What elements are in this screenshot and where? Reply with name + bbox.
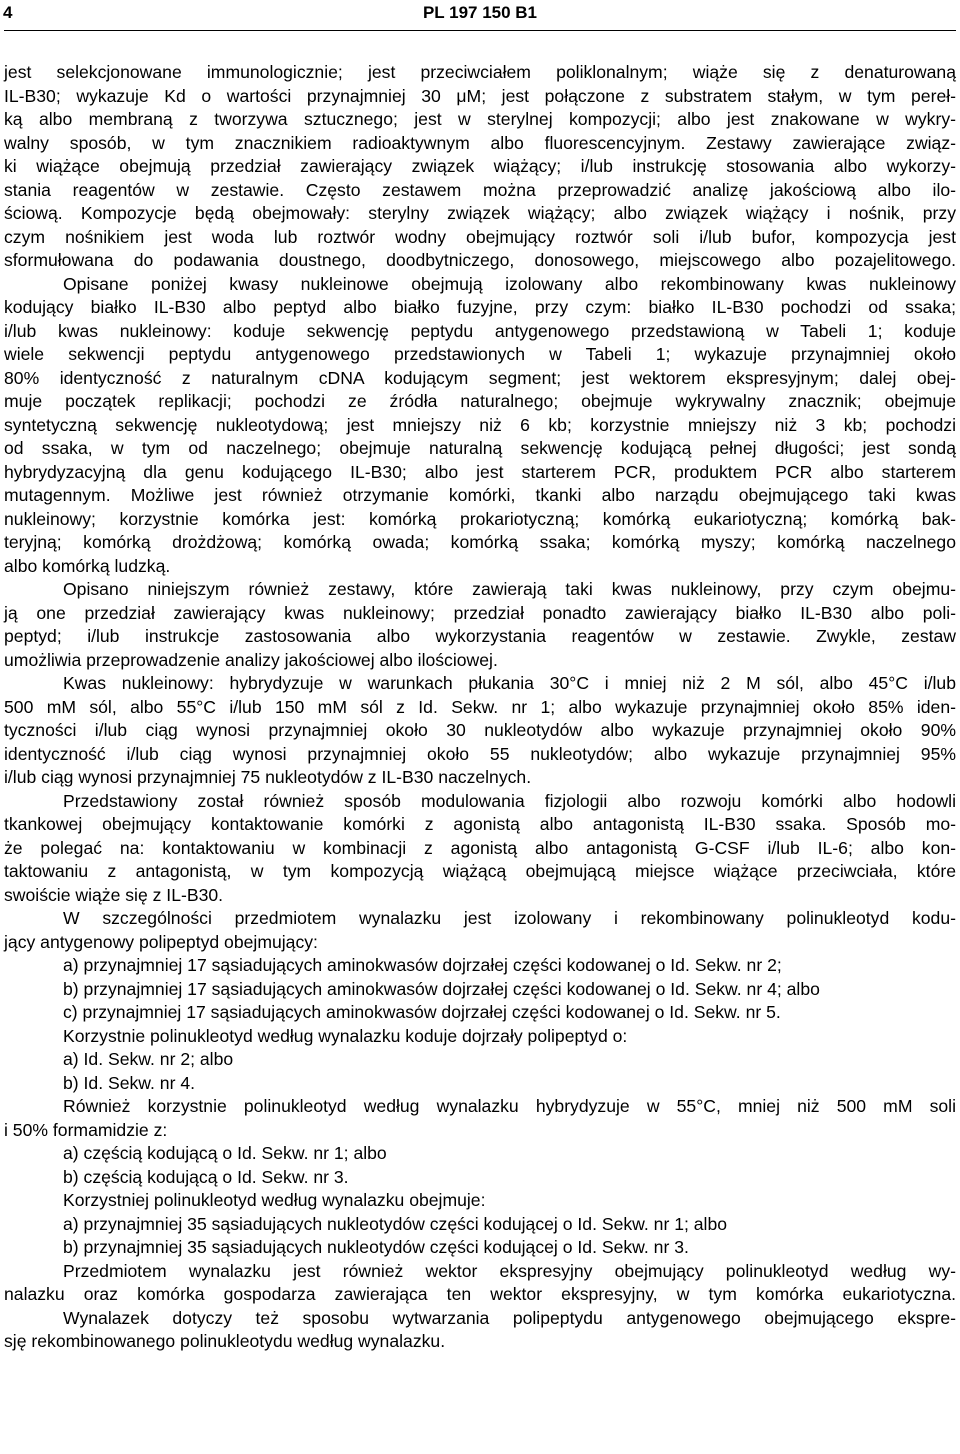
- text-line: a) częścią kodującą o Id. Sekw. nr 1; albo: [63, 1143, 387, 1163]
- text-line: IL-B30; wykazuje Kd o wartości przynajmniej 30 μM; jest połączone z substratem stałym, w tym pereł-: [4, 85, 956, 106]
- text-line: ką albo membraną z tworzywa sztucznego; jest w sterylnej kompozycji; albo jest znakowane w wykry-: [4, 109, 956, 129]
- text-line: wiele sekwencji peptydu antygenowego przedstawionych w Tabeli 1; wykazuje przynajmniej około: [4, 344, 956, 364]
- text-line: umożliwia przeprowadzenie analizy jakościowej albo ilościowej.: [4, 649, 498, 670]
- text-line: Opisano niniejszym również zestawy, które zawierają taki kwas nukleinowy, przy czym obejmu-: [63, 579, 956, 599]
- text-line: ki wiążące obejmują przedział zawierający związek wiążący; i/lub instrukcję stosowania albo wykorzy-: [4, 156, 956, 176]
- text-line: a) przynajmniej 35 sąsiadujących nukleotydów części kodującej o Id. Sekw. nr 1; albo: [63, 1213, 728, 1234]
- text-line: c) przynajmniej 17 sąsiadujących aminokwasów dojrzałej części kodowanej o Id. Sekw. nr 5.: [63, 1002, 781, 1022]
- text-line: jący antygenowy polipeptyd obejmujący:: [4, 931, 318, 952]
- text-line: walny sposób, w tym znacznikiem radioaktywnym albo fluorescencyjnym. Zestawy zawierające związ-: [4, 132, 956, 153]
- text-line: syntetyczną sekwencję nukleotydową; jest mniejszy niż 6 kb; korzystnie mniejszy niż 3 kb; pochodzi: [4, 414, 956, 435]
- text-line: mutagennym. Możliwe jest również otrzymanie komórki, tkanki albo narządu obejmującego taki kwas: [4, 485, 956, 505]
- text-line: Opisane poniżej kwasy nukleinowe obejmują izolowany albo rekombinowany kwas nukleinowy: [63, 273, 956, 294]
- text-line: ściową. Kompozycje będą obejmowały: sterylny związek wiążący; albo związek wiążący i nośnik, przy: [4, 203, 956, 223]
- body-text: [4, 61, 956, 1354]
- text-line: 80% identyczność z naturalnym cDNA kodującym segment; jest wektorem ekspresyjnym; dalej obej-: [4, 367, 956, 388]
- text-line: od ssaka, w tym od naczelnego; obejmuje naturalną sekwencję kodującą pełnej długości; jest sondą: [4, 438, 956, 458]
- text-line: tkankowej obejmujący kontaktowanie komórki z agonistą albo antagonistą IL-B30 ssaka. Sposób mo-: [4, 814, 956, 834]
- text-line: kodujący białko IL-B30 albo peptyd albo białko fuzyjne, przy czym: białko IL-B30 pochodzi od ssaka;: [4, 297, 956, 317]
- text-line: a) Id. Sekw. nr 2; albo: [63, 1049, 234, 1069]
- text-line: W szczególności przedmiotem wynalazku jest izolowany i rekombinowany polinukleotyd kodu-: [63, 908, 956, 928]
- text-line: sję rekombinowanego polinukleotydu według wynalazku.: [4, 1331, 446, 1351]
- text-line: tyczności i/lub ciąg wynosi przynajmniej około 30 nukleotydów albo wykazuje przynajmniej około 90%: [4, 720, 956, 740]
- page-number: 4: [3, 3, 13, 22]
- text-line: jest selekcjonowane immunologicznie; jest przeciwciałem poliklonalnym; wiąże się z denaturowaną: [4, 62, 956, 82]
- text-line: muje początek replikacji; pochodzi ze źródła naturalnego; obejmuje wykrywalny znacznik; obejmuje: [4, 391, 956, 411]
- text-line: ją one przedział zawierający kwas nukleinowy; przedział ponadto zawierający białko IL-B30 albo poli-: [4, 602, 956, 623]
- text-line: albo komórką ludzką.: [4, 555, 171, 576]
- text-line: taktowaniu z antagonistą, w tym kompozycją wiążącą obejmującą miejsce wiążące przeciwciała, które: [4, 861, 956, 881]
- text-line: czym nośnikiem jest woda lub roztwór wodny obejmujący roztwór soli i/lub bufor, kompozycja jest: [4, 226, 956, 247]
- text-line: peptyd; i/lub instrukcje zastosowania albo wykorzystania reagentów w zestawie. Zwykle, zestaw: [4, 626, 956, 646]
- text-line: sformułowana do podawania doustnego, doodbytniczego, donosowego, miejscowego albo pozajelitowego.: [4, 250, 956, 270]
- text-line: nukleinowy; korzystnie komórka jest: komórką prokariotyczną; komórką eukariotyczną; komórką bak-: [4, 508, 956, 529]
- text-line: b) przynajmniej 35 sąsiadujących nukleotydów części kodującej o Id. Sekw. nr 3.: [63, 1237, 689, 1257]
- text-line: b) przynajmniej 17 sąsiadujących aminokwasów dojrzałej części kodowanej o Id. Sekw. nr 4; albo: [63, 978, 820, 999]
- text-line: nalazku oraz komórka gospodarza zawierająca ten wektor ekspresyjny, w tym komórka eukariotyczna.: [4, 1284, 956, 1304]
- patent-id: PL 197 150 B1: [422, 3, 538, 22]
- text-line: swoiście wiąże się z IL-B30.: [4, 884, 224, 905]
- text-line: Przedstawiony został również sposób modulowania fizjologii albo rozwoju komórki albo hodowli: [63, 790, 956, 811]
- text-line: Również korzystnie polinukleotyd według wynalazku hybrydyzuje w 55°C, mniej niż 500 mM soli: [63, 1096, 956, 1116]
- text-line: Korzystnie polinukleotyd według wynalazku koduje dojrzały polipeptyd o:: [63, 1025, 628, 1046]
- text-line: a) przynajmniej 17 sąsiadujących aminokwasów dojrzałej części kodowanej o Id. Sekw. nr 2;: [63, 955, 782, 975]
- text-line: identyczność i/lub ciąg wynosi przynajmniej około 55 nukleotydów; albo wykazuje przynajmniej 95%: [4, 743, 956, 764]
- text-line: teryjną; komórką drożdżową; komórką owada; komórką ssaka; komórką myszy; komórką naczelnego: [4, 532, 956, 552]
- text-line: Przedmiotem wynalazku jest również wektor ekspresyjny obejmujący polinukleotyd według wy-: [63, 1260, 956, 1281]
- text-line: stania reagentów w zestawie. Często zestawem można przeprowadzić analizę jakościową albo ilo-: [4, 179, 956, 200]
- text-line: że polegać na: kontaktowaniu w kombinacji z agonistą albo antagonistą G-CSF i/lub IL-6; albo kon-: [4, 837, 956, 858]
- text-line: Kwas nukleinowy: hybrydyzuje w warunkach płukania 30°C i mniej niż 2 M sól, albo 45°C i/lub: [63, 673, 956, 693]
- text-line: Wynalazek dotyczy też sposobu wytwarzania polipeptydu antygenowego obejmującego ekspre-: [63, 1307, 956, 1328]
- page-header: [0, 3, 960, 27]
- text-line: i/lub kwas nukleinowy: koduje sekwencję peptydu antygenowego przedstawioną w Tabeli 1; koduje: [4, 320, 956, 341]
- header-rule: [4, 30, 956, 31]
- text-line: b) Id. Sekw. nr 4.: [63, 1072, 196, 1093]
- text-line: Korzystniej polinukleotyd według wynalazku obejmuje:: [63, 1190, 486, 1210]
- text-line: i 50% formamidzie z:: [4, 1119, 168, 1140]
- text-line: b) częścią kodującą o Id. Sekw. nr 3.: [63, 1166, 349, 1187]
- text-line: i/lub ciąg wynosi przynajmniej 75 nukleotydów z IL-B30 naczelnych.: [4, 767, 532, 787]
- text-line: 500 mM sól, albo 55°C i/lub 150 mM sól z Id. Sekw. nr 1; albo wykazuje przynajmniej około 85% iden-: [4, 696, 956, 717]
- text-line: hybrydyzacyjną dla genu kodującego IL-B30; albo jest starterem PCR, produktem PCR albo starterem: [4, 461, 956, 482]
